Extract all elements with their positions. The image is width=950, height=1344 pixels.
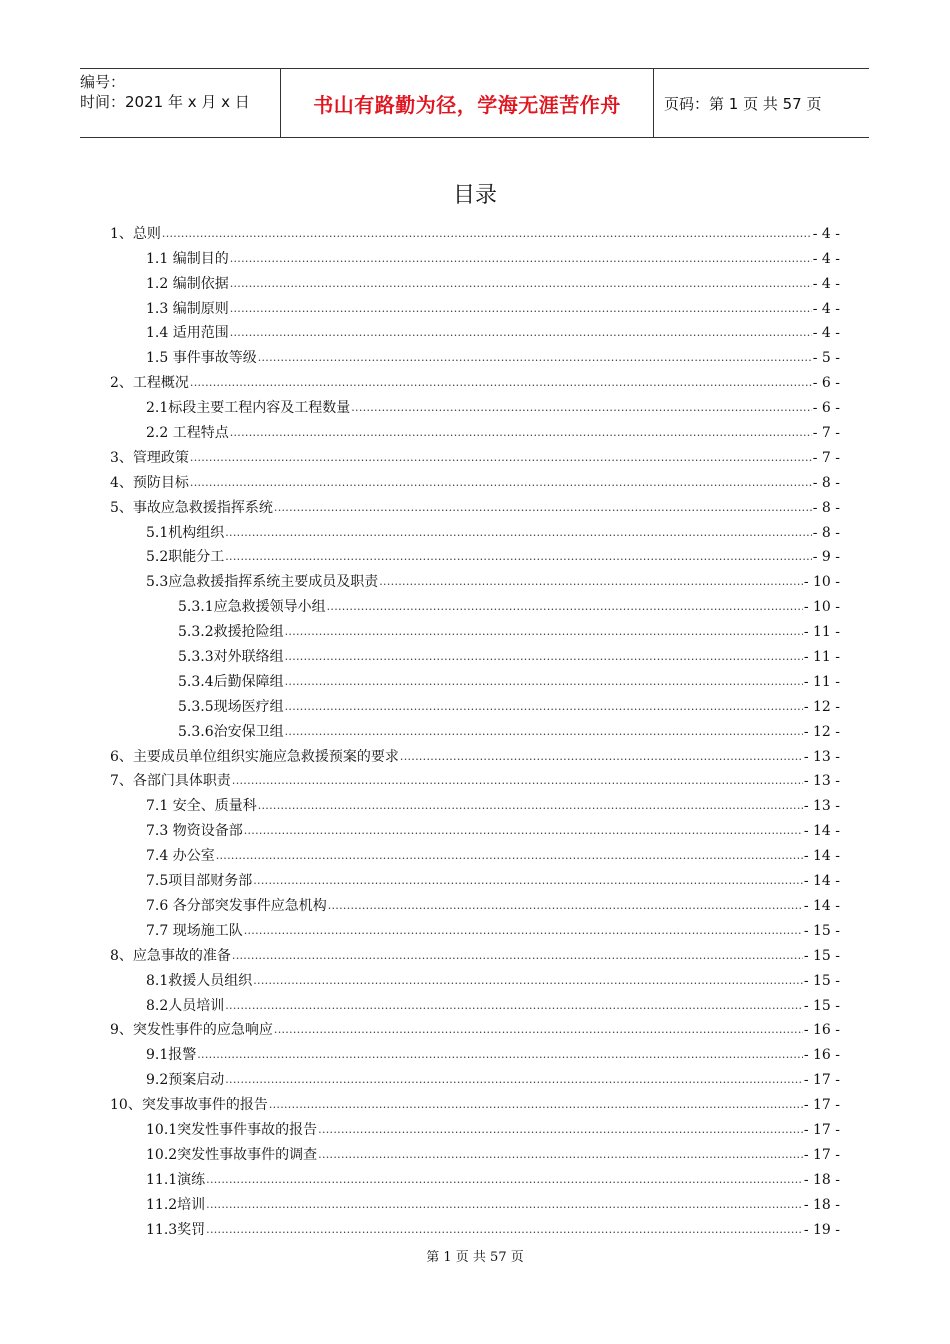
- toc-entry-page: - 6 -: [812, 375, 840, 392]
- toc-entry-page: - 11 -: [803, 673, 840, 690]
- toc-entry-page: - 10 -: [803, 599, 840, 616]
- toc-entry-page: - 11 -: [803, 624, 840, 641]
- header-page-info: 页码：第 1 页 共 57 页: [664, 94, 822, 113]
- toc-entry-label: 5.1机构组织: [146, 524, 225, 541]
- toc-leader-dots: [230, 424, 812, 442]
- toc-entry[interactable]: [110, 641, 840, 666]
- toc-entry-label: 2、工程概况: [110, 375, 189, 392]
- toc-entry[interactable]: [110, 1114, 840, 1139]
- toc-entry[interactable]: [110, 417, 840, 442]
- toc-entry-page: - 6 -: [812, 400, 840, 417]
- toc-entry-page: - 8 -: [812, 499, 840, 516]
- toc-entry-page: - 17 -: [803, 1121, 840, 1138]
- toc-entry-page: - 9 -: [812, 549, 840, 566]
- toc-entry-page: - 16 -: [803, 1047, 840, 1064]
- toc-entry-page: - 7 -: [812, 449, 840, 466]
- toc-entry-label: 7.1 安全、质量科: [146, 798, 257, 815]
- toc-entry-label: 1.3 编制原则: [146, 300, 229, 317]
- toc-entry[interactable]: [110, 716, 840, 741]
- toc-entry-page: - 14 -: [803, 873, 840, 890]
- toc-leader-dots: [216, 847, 803, 865]
- toc-entry-page: - 4 -: [812, 300, 840, 317]
- toc-entry[interactable]: [110, 865, 840, 890]
- toc-leader-dots: [274, 499, 812, 517]
- toc-entry-page: - 12 -: [803, 698, 840, 715]
- toc-leader-dots: [327, 598, 803, 616]
- toc-leader-dots: [230, 300, 812, 318]
- toc-entry-page: - 12 -: [803, 723, 840, 740]
- toc-entry[interactable]: [110, 268, 840, 293]
- toc-entry[interactable]: [110, 1139, 840, 1164]
- toc-entry-page: - 18 -: [803, 1171, 840, 1188]
- toc-entry[interactable]: [110, 840, 840, 865]
- toc-entry-page: - 15 -: [803, 972, 840, 989]
- toc-entry[interactable]: [110, 318, 840, 343]
- toc-entry-page: - 13 -: [803, 798, 840, 815]
- toc-leader-dots: [351, 399, 811, 417]
- toc-entry-label: 5.3应急救援指挥系统主要成员及职责: [146, 574, 379, 591]
- toc-entry-label: 1.5 事件事故等级: [146, 350, 257, 367]
- toc-leader-dots: [328, 897, 803, 915]
- document-date: 时间：2021 年 x 月 x 日: [80, 93, 250, 111]
- toc-entry-page: - 4 -: [812, 275, 840, 292]
- toc-entry[interactable]: [110, 766, 840, 791]
- toc-entry[interactable]: [110, 1064, 840, 1089]
- toc-entry-page: - 14 -: [803, 897, 840, 914]
- toc-entry[interactable]: [110, 1214, 840, 1239]
- toc-leader-dots: [162, 225, 812, 243]
- toc-entry-label: 5.3.6治安保卫组: [178, 723, 284, 740]
- toc-leader-dots: [269, 1096, 803, 1114]
- toc-entry[interactable]: [110, 666, 840, 691]
- toc-entry-label: 8.2人员培训: [146, 997, 225, 1014]
- toc-entry-page: - 15 -: [803, 922, 840, 939]
- toc-leader-dots: [285, 648, 803, 666]
- toc-entry-label: 5.3.1应急救援领导小组: [178, 599, 326, 616]
- toc-entry-label: 7.6 各分部突发事件应急机构: [146, 897, 327, 914]
- toc-entry-page: - 7 -: [812, 425, 840, 442]
- toc-entry-label: 2.1标段主要工程内容及工程数量: [146, 400, 351, 417]
- toc-entry-label: 5.3.5现场医疗组: [178, 698, 284, 715]
- toc-entry[interactable]: [110, 218, 840, 243]
- toc-entry-label: 9.1报警: [146, 1047, 197, 1064]
- toc-leader-dots: [232, 947, 803, 965]
- toc-entry-label: 7.4 办公室: [146, 848, 215, 865]
- toc-entry[interactable]: [110, 1089, 840, 1114]
- toc-entry[interactable]: [110, 940, 840, 965]
- toc-entry-label: 7.5项目部财务部: [146, 873, 253, 890]
- toc-entry[interactable]: [110, 367, 840, 392]
- toc-entry[interactable]: [110, 915, 840, 940]
- toc-entry-label: 2.2 工程特点: [146, 425, 229, 442]
- toc-entry-label: 9.2预案启动: [146, 1072, 225, 1089]
- toc-leader-dots: [230, 324, 812, 342]
- toc-entry-page: - 4 -: [812, 325, 840, 342]
- header-motto: 书山有路勤为径，学海无涯苦作舟: [280, 69, 654, 137]
- toc-leader-dots: [206, 1171, 803, 1189]
- toc-entry-label: 10、突发事故事件的报告: [110, 1097, 268, 1114]
- toc-leader-dots: [190, 474, 812, 492]
- toc-entry[interactable]: [110, 442, 840, 467]
- toc-entry-page: - 14 -: [803, 848, 840, 865]
- toc-entry-label: 5.3.2救援抢险组: [178, 624, 284, 641]
- toc-leader-dots: [230, 275, 812, 293]
- toc-entry-page: - 15 -: [803, 947, 840, 964]
- toc-leader-dots: [379, 573, 803, 591]
- toc-entry[interactable]: [110, 990, 840, 1015]
- toc-entry-label: 5.3.3对外联络组: [178, 649, 284, 666]
- toc-entry-page: - 15 -: [803, 997, 840, 1014]
- toc-entry[interactable]: [110, 1039, 840, 1064]
- toc-entry-page: - 13 -: [803, 773, 840, 790]
- toc-leader-dots: [190, 374, 812, 392]
- toc-entry-label: 4、预防目标: [110, 474, 189, 491]
- toc-entry-page: - 4 -: [812, 225, 840, 242]
- toc-entry-label: 3、管理政策: [110, 449, 189, 466]
- toc-leader-dots: [206, 1221, 803, 1239]
- document-number-label: 编号：: [80, 73, 126, 91]
- toc-entry-page: - 11 -: [803, 649, 840, 666]
- toc-entry[interactable]: [110, 293, 840, 318]
- toc-entry-label: 7.3 物资设备部: [146, 823, 243, 840]
- toc-leader-dots: [225, 548, 811, 566]
- toc-entry-label: 5、事故应急救援指挥系统: [110, 499, 273, 516]
- toc-entry[interactable]: [110, 1189, 840, 1214]
- toc-leader-dots: [253, 972, 803, 990]
- toc-entry[interactable]: [110, 1164, 840, 1189]
- page-header: [80, 68, 869, 138]
- toc-entry-label: 5.3.4后勤保障组: [178, 673, 284, 690]
- toc-leader-dots: [190, 449, 812, 467]
- toc-entry-label: 7、各部门具体职责: [110, 773, 231, 790]
- toc-leader-dots: [225, 997, 803, 1015]
- toc-entry[interactable]: [110, 741, 840, 766]
- toc-leader-dots: [197, 1046, 803, 1064]
- toc-entry-page: - 4 -: [812, 250, 840, 267]
- toc-entry-page: - 17 -: [803, 1097, 840, 1114]
- toc-entry[interactable]: [110, 691, 840, 716]
- toc-leader-dots: [253, 872, 803, 890]
- toc-entry-label: 10.1突发性事件事故的报告: [146, 1121, 318, 1138]
- toc-leader-dots: [285, 698, 803, 716]
- toc-leader-dots: [232, 772, 803, 790]
- toc-entry-page: - 13 -: [803, 748, 840, 765]
- toc-leader-dots: [230, 250, 812, 268]
- toc-entry[interactable]: [110, 890, 840, 915]
- toc-entry[interactable]: [110, 566, 840, 591]
- toc-leader-dots: [285, 673, 803, 691]
- toc-entry-page: - 5 -: [812, 350, 840, 367]
- toc-entry-page: - 8 -: [812, 524, 840, 541]
- toc-entry-label: 9、突发性事件的应急响应: [110, 1022, 273, 1039]
- toc-leader-dots: [225, 1071, 803, 1089]
- toc-entry[interactable]: [110, 243, 840, 268]
- toc-leader-dots: [274, 1021, 803, 1039]
- header-meta: [80, 69, 280, 137]
- toc-leader-dots: [244, 822, 803, 840]
- toc-leader-dots: [225, 524, 811, 542]
- toc-entry-page: - 17 -: [803, 1146, 840, 1163]
- toc-entry[interactable]: [110, 392, 840, 417]
- toc-entry[interactable]: [110, 542, 840, 567]
- toc-entry[interactable]: [110, 790, 840, 815]
- toc-entry-page: - 8 -: [812, 474, 840, 491]
- toc-leader-dots: [400, 748, 803, 766]
- toc-title: 目录: [452, 183, 497, 208]
- toc-entry-label: 7.7 现场施工队: [146, 922, 243, 939]
- toc-entry-label: 11.1演练: [146, 1171, 206, 1188]
- toc-entry-label: 6、主要成员单位组织实施应急救援预案的要求: [110, 748, 399, 765]
- toc-entry[interactable]: [110, 467, 840, 492]
- toc-entry-page: - 14 -: [803, 823, 840, 840]
- toc-entry-label: 1、总则: [110, 225, 161, 242]
- toc-entry-label: 1.4 适用范围: [146, 325, 229, 342]
- toc-leader-dots: [318, 1146, 803, 1164]
- toc-entry-label: 11.2培训: [146, 1196, 206, 1213]
- toc-entry-label: 8、应急事故的准备: [110, 947, 231, 964]
- toc-entry[interactable]: [110, 492, 840, 517]
- toc-entry[interactable]: [110, 616, 840, 641]
- toc-entry[interactable]: [110, 1015, 840, 1040]
- toc-entry-page: - 17 -: [803, 1072, 840, 1089]
- toc-entry-label: 1.2 编制依据: [146, 275, 229, 292]
- toc-leader-dots: [285, 623, 803, 641]
- toc-entry-page: - 10 -: [803, 574, 840, 591]
- toc-entry-label: 5.2职能分工: [146, 549, 225, 566]
- toc-leader-dots: [258, 797, 803, 815]
- toc-entry[interactable]: [110, 815, 840, 840]
- toc-entry-page: - 16 -: [803, 1022, 840, 1039]
- toc-entry-page: - 18 -: [803, 1196, 840, 1213]
- toc-entry-label: 8.1救援人员组织: [146, 972, 253, 989]
- toc-entry[interactable]: [110, 517, 840, 542]
- toc-entry[interactable]: [110, 965, 840, 990]
- toc-leader-dots: [244, 922, 803, 940]
- toc-leader-dots: [258, 349, 812, 367]
- table-of-contents: [110, 218, 840, 1239]
- page-footer: 第 1 页 共 57 页: [426, 1250, 524, 1265]
- toc-entry-label: 1.1 编制目的: [146, 250, 229, 267]
- toc-leader-dots: [206, 1196, 803, 1214]
- toc-leader-dots: [318, 1121, 803, 1139]
- toc-entry[interactable]: [110, 591, 840, 616]
- toc-entry-label: 10.2突发性事故事件的调查: [146, 1146, 318, 1163]
- toc-entry[interactable]: [110, 342, 840, 367]
- toc-entry-label: 11.3奖罚: [146, 1221, 206, 1238]
- toc-leader-dots: [285, 723, 803, 741]
- toc-entry-page: - 19 -: [803, 1221, 840, 1238]
